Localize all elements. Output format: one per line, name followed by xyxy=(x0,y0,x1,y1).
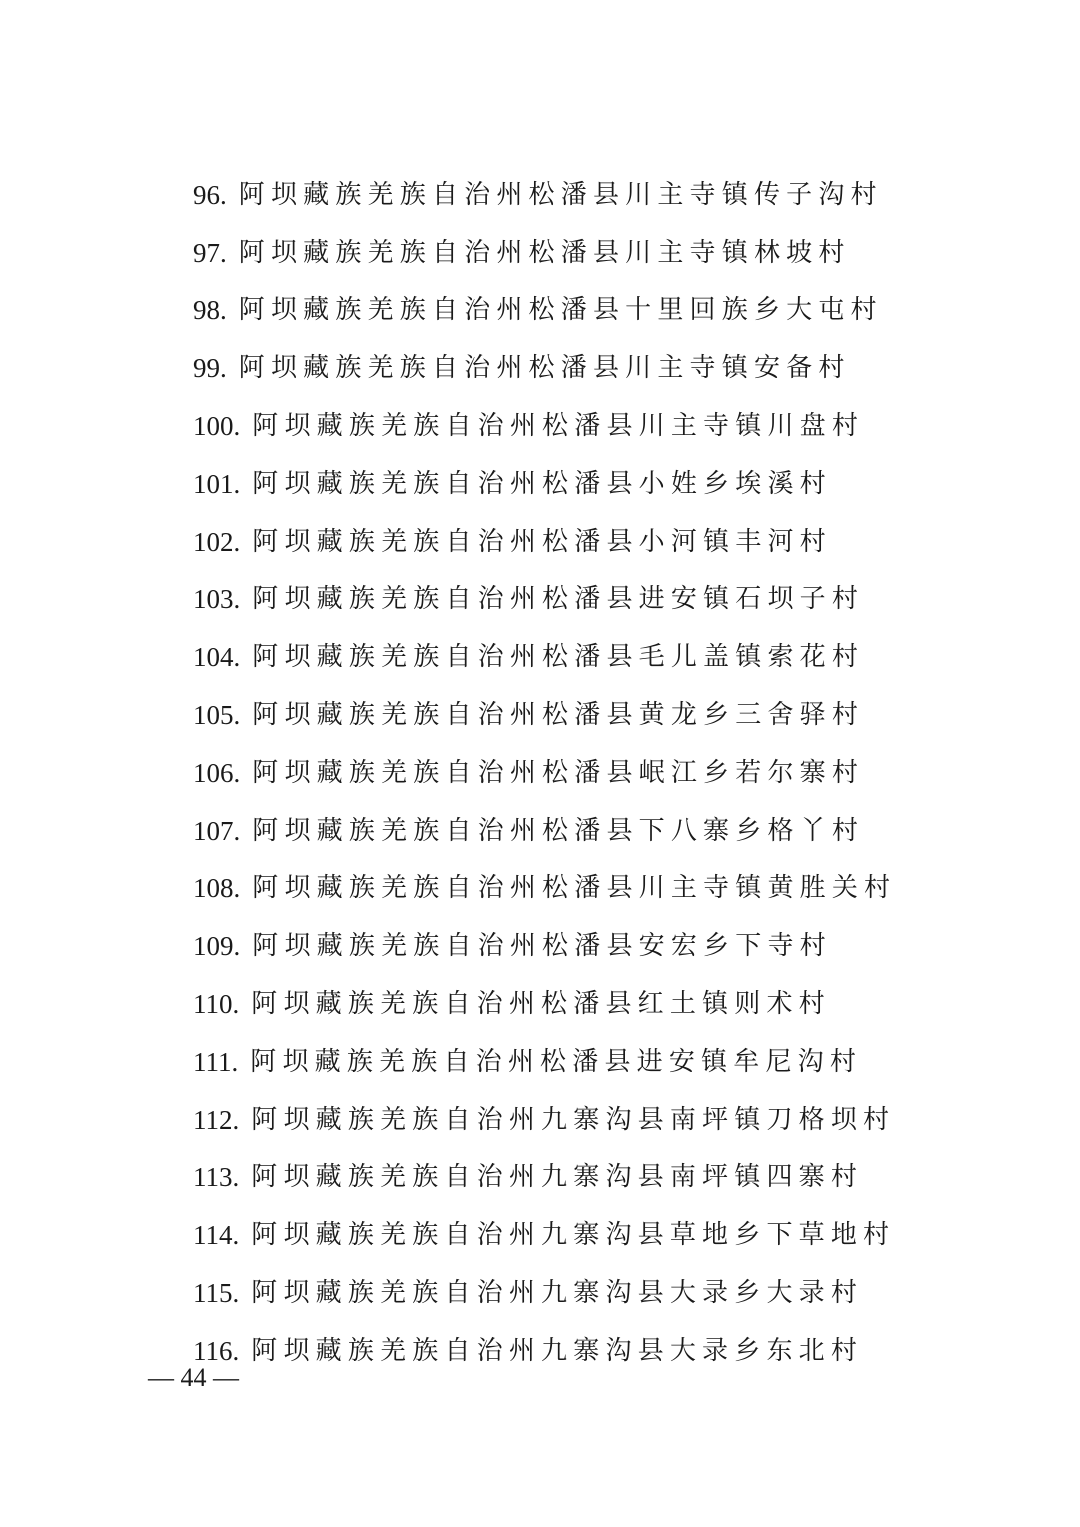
list-item xyxy=(193,802,1043,860)
item-number: 110. xyxy=(193,989,240,1020)
item-text: 阿坝藏族羌族自治州松潘县红土镇则术村 xyxy=(251,989,831,1020)
item-number: 106. xyxy=(193,757,241,788)
item-text: 阿坝藏族羌族自治州松潘县毛儿盖镇索花村 xyxy=(252,642,865,673)
item-number: 102. xyxy=(193,526,241,557)
item-text: 阿坝藏族羌族自治州松潘县岷江乡若尔寨村 xyxy=(252,757,865,788)
item-number: 112. xyxy=(193,1104,240,1135)
item-text: 阿坝藏族羌族自治州松潘县黄龙乡三舍驿村 xyxy=(252,700,865,731)
list-item xyxy=(193,1149,1043,1207)
list-item xyxy=(193,339,1043,397)
item-number: 104. xyxy=(193,642,241,673)
list-item xyxy=(193,860,1043,918)
item-number: 115. xyxy=(193,1278,240,1309)
list-item xyxy=(193,166,1043,224)
list-item xyxy=(193,1033,1043,1091)
list-item xyxy=(193,1091,1043,1149)
list-item xyxy=(193,282,1043,340)
item-text: 阿坝藏族羌族自治州九寨沟县草地乡下草地村 xyxy=(251,1220,896,1251)
item-text: 阿坝藏族羌族自治州松潘县下八寨乡格丫村 xyxy=(252,815,865,846)
list-item xyxy=(193,571,1043,629)
item-text: 阿坝藏族羌族自治州松潘县川主寺镇传子沟村 xyxy=(238,179,883,210)
item-number: 108. xyxy=(193,873,241,904)
list-item xyxy=(193,513,1043,571)
item-number: 98. xyxy=(193,295,227,326)
item-text: 阿坝藏族羌族自治州松潘县川主寺镇安备村 xyxy=(238,353,851,384)
item-number: 113. xyxy=(193,1162,240,1193)
list-item xyxy=(193,686,1043,744)
item-text: 阿坝藏族羌族自治州九寨沟县南坪镇刀格坝村 xyxy=(251,1104,896,1135)
item-number: 99. xyxy=(193,353,227,384)
list-item xyxy=(193,455,1043,513)
list-item xyxy=(193,1264,1043,1322)
item-text: 阿坝藏族羌族自治州九寨沟县大录乡大录村 xyxy=(251,1278,864,1309)
item-text: 阿坝藏族羌族自治州松潘县小河镇丰河村 xyxy=(252,526,832,557)
list-item xyxy=(193,1206,1043,1264)
item-number: 114. xyxy=(193,1220,240,1251)
item-number: 96. xyxy=(193,179,227,210)
item-text: 阿坝藏族羌族自治州松潘县川主寺镇黄胜关村 xyxy=(252,873,897,904)
item-text: 阿坝藏族羌族自治州九寨沟县大录乡东北村 xyxy=(251,1335,864,1366)
village-list xyxy=(193,166,1043,1380)
item-text: 阿坝藏族羌族自治州松潘县川主寺镇川盘村 xyxy=(252,411,865,442)
item-number: 100. xyxy=(193,411,241,442)
list-item xyxy=(193,397,1043,455)
item-number: 111. xyxy=(193,1046,239,1077)
list-item xyxy=(193,917,1043,975)
item-number: 103. xyxy=(193,584,241,615)
list-item xyxy=(193,975,1043,1033)
item-text: 阿坝藏族羌族自治州松潘县小姓乡埃溪村 xyxy=(252,468,832,499)
list-item xyxy=(193,1322,1043,1380)
item-text: 阿坝藏族羌族自治州松潘县进安镇牟尼沟村 xyxy=(250,1046,863,1077)
item-number: 97. xyxy=(193,237,227,268)
item-text: 阿坝藏族羌族自治州松潘县进安镇石坝子村 xyxy=(252,584,865,615)
item-number: 105. xyxy=(193,700,241,731)
item-text: 阿坝藏族羌族自治州松潘县十里回族乡大屯村 xyxy=(238,295,883,326)
item-number: 109. xyxy=(193,931,241,962)
page-number: — 44 — xyxy=(148,1363,239,1392)
item-text: 阿坝藏族羌族自治州九寨沟县南坪镇四寨村 xyxy=(251,1162,864,1193)
list-item xyxy=(193,628,1043,686)
item-number: 101. xyxy=(193,468,241,499)
item-number: 116. xyxy=(193,1335,240,1366)
list-item xyxy=(193,224,1043,282)
item-text: 阿坝藏族羌族自治州松潘县安宏乡下寺村 xyxy=(252,931,832,962)
list-item xyxy=(193,744,1043,802)
item-number: 107. xyxy=(193,815,241,846)
item-text: 阿坝藏族羌族自治州松潘县川主寺镇林坡村 xyxy=(238,237,851,268)
